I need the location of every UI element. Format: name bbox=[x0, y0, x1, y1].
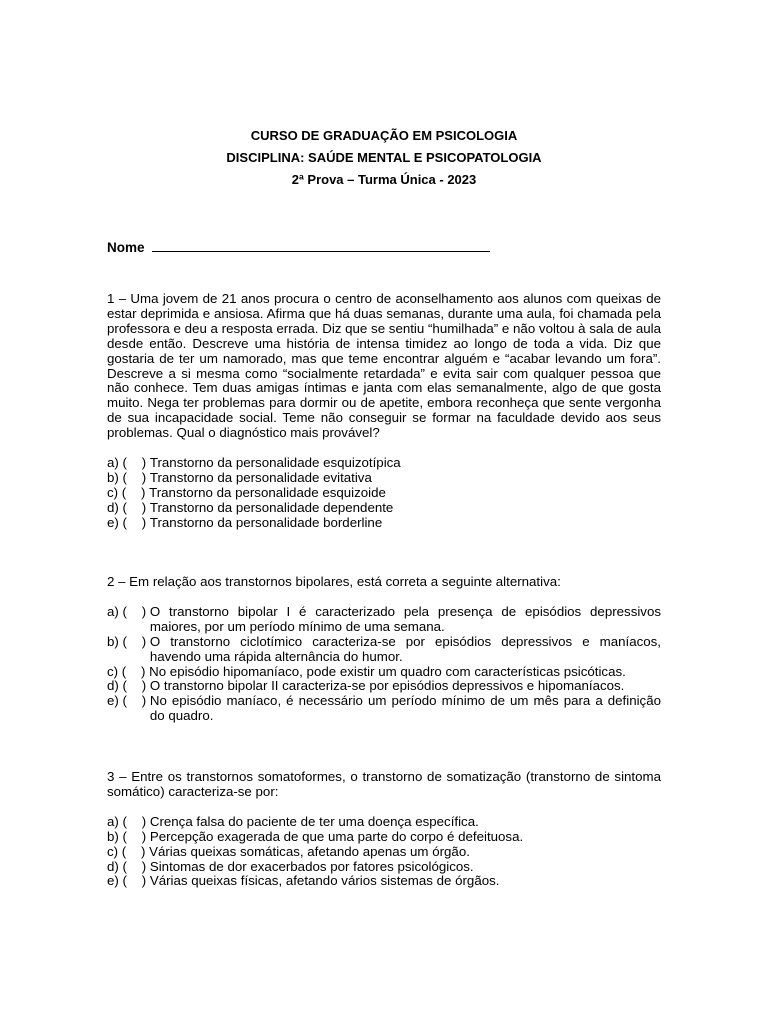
option-text: O transtorno bipolar II caracteriza-se por episódios depressivos e hipomaníacos. bbox=[149, 678, 625, 694]
option-item bbox=[107, 830, 661, 845]
option-letter: b) ( ) bbox=[107, 469, 147, 485]
option-text: Percepção exagerada de que uma parte do corpo é defeituosa. bbox=[149, 828, 524, 844]
option-item bbox=[107, 845, 661, 860]
option-text: Várias queixas físicas, afetando vários sistemas de órgãos. bbox=[149, 873, 500, 889]
option-text: Crença falsa do paciente de ter uma doença específica. bbox=[149, 813, 479, 829]
option-text: Transtorno da personalidade dependente bbox=[149, 499, 394, 515]
question-stem: 2 – Em relação aos transtornos bipolares, está correta a seguinte alternativa: bbox=[107, 574, 561, 589]
option-item bbox=[107, 874, 661, 889]
option-letter: e) ( ) bbox=[107, 693, 147, 709]
option-letter: c) ( ) bbox=[107, 843, 146, 859]
option-text: Sintomas de dor exacerbados por fatores psicológicos. bbox=[149, 858, 474, 874]
option-letter: c) ( ) bbox=[107, 484, 146, 500]
option-letter: d) ( ) bbox=[107, 678, 147, 694]
exam-subtitle: 2ª Prova – Turma Única - 2023 bbox=[291, 172, 477, 187]
option-item bbox=[107, 456, 661, 471]
option-item bbox=[107, 471, 661, 486]
option-letter: a) ( ) bbox=[107, 455, 147, 471]
option-text: Transtorno da personalidade esquizoide bbox=[149, 484, 386, 500]
question-stem: 1 – Uma jovem de 21 anos procura o centro de aconselhamento aos alunos com queixas de estar deprimida e ansiosa. Afirma que há duas semanas, durante uma aula, foi chamada pela professora e deu a resposta errada. Diz que se sentiu “humilhada” e não voltou à sala de aula desde então. Descreve uma história de intensa timidez ao longo de toda a vida. Diz que gostaria de ter um namorado, mas que teme encontrar alguém e “acabar levando um fora”. Descreve a si mesma como “socialmente retardada” e evita sair com qualquer pessoa que não conhece. Tem duas amigas íntimas e janta com elas semanalmente, algo de que gosta muito. Nega ter problemas para dormir ou de apetite, embora reconheça que sente vergonha de sua incapacidade social. Teme não conseguir se formar na faculdade devido aos seus problemas. Qual o diagnóstico mais provável? bbox=[107, 291, 661, 441]
option-letter: d) ( ) bbox=[107, 499, 147, 515]
option-item bbox=[107, 605, 661, 635]
name-label: Nome bbox=[107, 240, 145, 255]
option-letter: b) ( ) bbox=[107, 633, 147, 649]
option-text: O transtorno ciclotímico caracteriza-se por episódios depressivos e maníacos, havendo uma rápida alternância do humor. bbox=[149, 633, 661, 664]
option-item bbox=[107, 665, 661, 680]
option-item bbox=[107, 635, 661, 665]
option-item bbox=[107, 516, 661, 531]
options-list bbox=[107, 815, 661, 890]
question-2 bbox=[107, 575, 661, 724]
option-item bbox=[107, 679, 661, 694]
options-list bbox=[107, 456, 661, 531]
option-letter: e) ( ) bbox=[107, 514, 147, 530]
option-item bbox=[107, 815, 661, 830]
name-blank-line bbox=[152, 238, 490, 252]
option-letter: b) ( ) bbox=[107, 828, 147, 844]
option-text: Transtorno da personalidade borderline bbox=[149, 514, 383, 530]
option-letter: e) ( ) bbox=[107, 873, 147, 889]
option-item bbox=[107, 694, 661, 724]
option-text: Transtorno da personalidade esquizotípica bbox=[149, 455, 401, 471]
option-letter: d) ( ) bbox=[107, 858, 147, 874]
discipline-title: DISCIPLINA: SAÚDE MENTAL E PSICOPATOLOGIA bbox=[226, 150, 542, 165]
options-list bbox=[107, 605, 661, 724]
option-text: O transtorno bipolar I é caracterizado pela presença de episódios depressivos maiores, por um período mínimo de uma semana. bbox=[149, 603, 661, 634]
option-letter: a) ( ) bbox=[107, 813, 147, 829]
name-field bbox=[107, 238, 490, 255]
option-text: Várias queixas somáticas, afetando apenas um órgão. bbox=[149, 843, 470, 859]
option-text: No episódio hipomaníaco, pode existir um quadro com características psicóticas. bbox=[149, 663, 626, 679]
option-text: Transtorno da personalidade evitativa bbox=[149, 469, 372, 485]
option-item bbox=[107, 486, 661, 501]
question-1 bbox=[107, 292, 661, 531]
exam-header bbox=[0, 125, 768, 191]
option-text: No episódio maníaco, é necessário um período mínimo de um mês para a definição do quadro. bbox=[149, 693, 661, 724]
option-letter: a) ( ) bbox=[107, 603, 147, 619]
question-stem: 3 – Entre os transtornos somatoformes, o transtorno de somatização (transtorno de sintoma somático) caracteriza-se por: bbox=[107, 769, 661, 799]
course-title: CURSO DE GRADUAÇÃO EM PSICOLOGIA bbox=[250, 128, 518, 143]
option-item bbox=[107, 860, 661, 875]
option-letter: c) ( ) bbox=[107, 663, 146, 679]
option-item bbox=[107, 501, 661, 516]
question-3 bbox=[107, 770, 661, 889]
